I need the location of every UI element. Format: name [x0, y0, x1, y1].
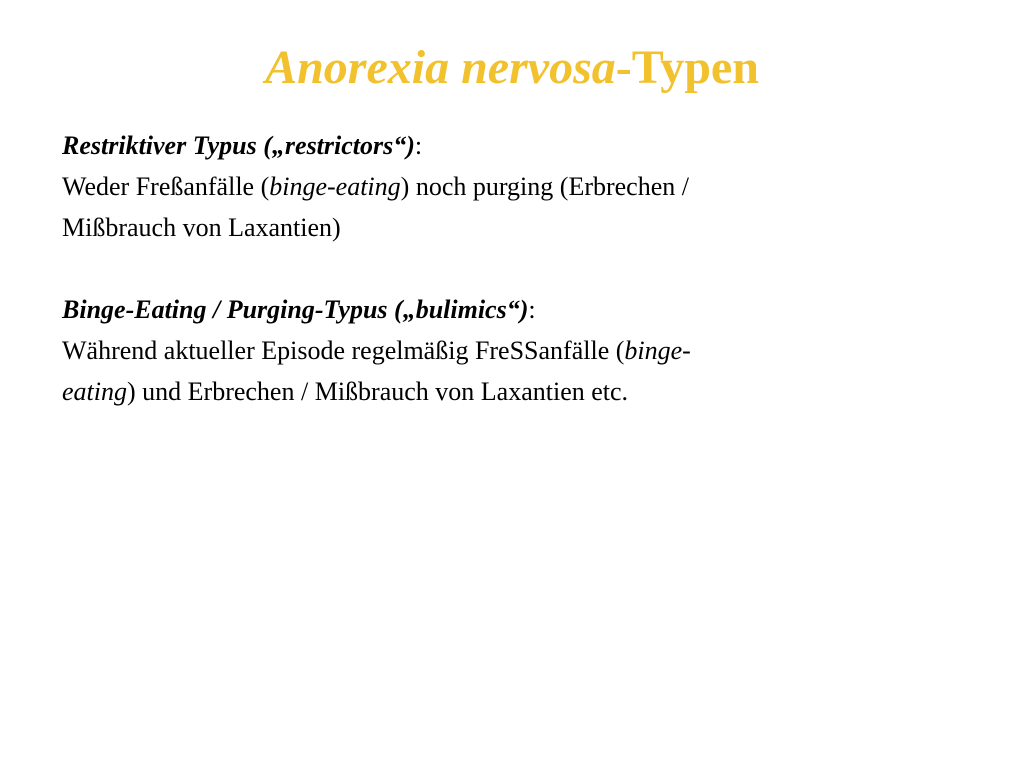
- section-text-line: [62, 371, 962, 412]
- slide-body: [62, 125, 962, 412]
- section-text-line: [62, 330, 962, 371]
- section-heading: [62, 125, 962, 166]
- section-text-line: [62, 207, 962, 248]
- text-span: Während aktueller Episode regelmäßig FreSSanfälle (: [62, 336, 625, 365]
- text-span: Weder Freßanfälle (: [62, 172, 270, 201]
- section-heading-colon: :: [414, 131, 423, 160]
- section-heading-text: Restriktiver Typus („restrictors“): [62, 131, 415, 160]
- text-span: ) und Erbrechen / Mißbrauch von Laxantien etc.: [127, 377, 629, 406]
- italic-term: binge-eating: [269, 172, 401, 201]
- section-bulimics: [62, 289, 962, 412]
- text-span: Mißbrauch von Laxantien): [62, 213, 341, 242]
- text-span: ) noch purging (Erbrechen /: [400, 172, 689, 201]
- section-text-line: [62, 166, 962, 207]
- section-heading-text: Binge-Eating / Purging-Typus („bulimics“): [62, 295, 529, 324]
- italic-term: eating: [62, 377, 127, 406]
- section-heading: [62, 289, 962, 330]
- slide-title: [0, 38, 1024, 98]
- section-heading-colon: :: [528, 295, 536, 324]
- title-italic-part: Anorexia nervosa: [265, 41, 616, 94]
- section-restrictors: [62, 125, 962, 248]
- italic-term: binge-: [624, 336, 691, 365]
- paragraph-gap: [62, 248, 962, 289]
- title-rest: -Typen: [615, 41, 759, 94]
